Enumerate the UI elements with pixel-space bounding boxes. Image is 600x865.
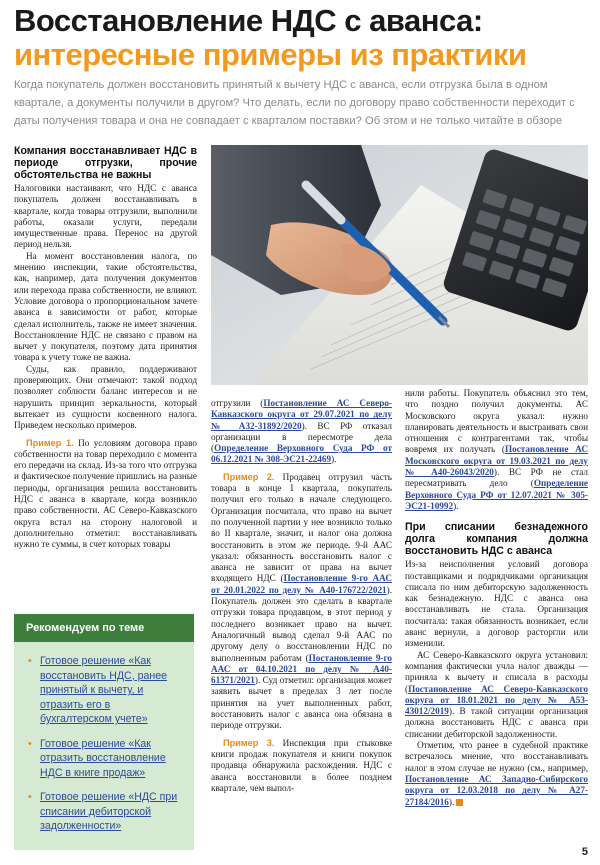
paragraph: отгрузили (Постановление АС Северо-Кавказского округа от 29.07.2021 по делу № А32-31892/2020). ВС РФ отказал организации в пересмотре дела (Определение Верховного Суда РФ от 06.12.2021 № 308-ЭС21-22469). <box>211 398 392 465</box>
paragraph: На момент восстановления налога, по мнению инспекции, такие обстоятельства, как, например, дата получения документов или перехода права собственности, не влияют. Условие договора о пропорциональном зачете аванса в зависимости от работ, которые сделал исполнитель, также не имеет значения. Восстановление НДС не связано с правом на вычет у покупателя, поэтому дата принятия товара к учету тоже не важна. <box>14 250 197 363</box>
photo-calculator-pen <box>211 145 588 385</box>
section-heading-2: При списании безнадежного долга компания должна восстановить НДС с аванса <box>405 521 588 558</box>
court-link[interactable]: Постановление АС Московского округа от 19.03.2021 по делу № А40-26043/2020 <box>405 444 588 478</box>
court-link[interactable]: Постановление 9-го ААС от 04.10.2021 по делу № А40-61371/2021 <box>211 652 393 686</box>
court-link[interactable]: Постановление АС Северо-Кавказского округа от 18.01.2021 по делу № А53-43012/2019 <box>405 683 588 717</box>
paragraph: нили работы. Покупатель объяснил это тем, что поздно получил документы. АС Московского округа указал: нужно планировать деятельность и выстраивать свои отношения с контрагентами так, чтобы вовремя их получать (Постановление АС Московского округа от 19.03.2021 по делу № А40-26043/2020). ВС РФ не стал пересматривать дело (Определение Верховного Суда РФ от 12.07.2021 № 305-ЭС21-10992). <box>405 388 588 511</box>
article-title: Восстановление НДС с аванса: <box>14 3 483 38</box>
column-1 <box>14 145 197 551</box>
column-3 <box>405 388 588 808</box>
end-of-article-icon <box>456 799 463 806</box>
paragraph: Налоговики настаивают, что НДС с аванса покупатель должен восстанавливать в квартале, когда товары отгрузили, выполнили работы, оказали услуги, передали имущественные права. Перенос на другой период нельзя. <box>14 183 197 250</box>
recommend-link[interactable]: • Готовое решение «Как отразить восстановление НДС в книге продаж» <box>28 737 184 781</box>
example-label: Пример 3. <box>223 737 275 748</box>
example-1: Пример 1. По условиям договора право собственности на товар переходило с момента его передачи на склад. Из-за того что отгрузка и фактическое получение пришлись на разные периоды, организация решила восстановить НДС с аванса в квартале, когда возникло право собственности. АС Северо-Кавказского округа встал на сторону налоговой и дополнительно отметил: восстанавливать нужно те суммы, в счет которых товары <box>14 437 197 550</box>
example-2: Пример 2. Продавец отгрузил часть товара в конце I квартала, покупатель получил его только в начале следующего. Организация посчитала, что право на вычет по полученной партии у нее возникло только во II квартале, значит, и налог она должна восстановить в этом же периоде. 9-й ААС указал: обязанность восстановить налог с аванса не зависит от права на вычет входящего НДС (Постановление 9-го ААС от 20.01.2022 по делу № А40-176722/2021). Покупатель должен это сделать в квартале отгрузки товара продавцом, в этот период у последнего возникает право на вычет. Аналогичный вывод сделал 9-й ААС по другому делу о восстановлении НДС по выполненным работам (Постановление 9-го ААС от 04.10.2021 по делу № А40-61371/2021). Суд отметил: организация может заявить вычет в пределах 3 лет после принятия на учет выполненных работ, восстановить налог с аванса она обязана в периоде отгрузки. <box>211 471 393 731</box>
paragraph: Отметим, что ранее в судебной практике встречалось мнение, что восстанавливать налог в этом случае не нужно (см., например, Постановление АС Западно-Сибирского округа от 12.03.2018 по делу № А27-27184/2016). <box>405 740 588 807</box>
article-photo <box>211 145 588 385</box>
court-link[interactable]: Постановление 9-го ААС от 20.01.2022 по делу № А40-176722/2021 <box>211 573 392 595</box>
example-3: Пример 3. Инспекция при стыковке книги продаж покупателя и книги покупок продавца обнаружила расхождения. НДС с аванса восстановили в более позднем квартале, чем выпол- <box>211 737 392 793</box>
court-link[interactable]: Постановление АС Северо-Кавказского округа от 29.07.2021 по делу № А32-31892/2020 <box>211 398 392 431</box>
example-label: Пример 1. <box>26 437 74 448</box>
recommend-link[interactable]: • Готовое решение «Как восстановить НДС, ранее принятый к вычету, и отразить его в бухгалтерском учете» <box>28 654 184 727</box>
section-heading-1: Компания восстанавливает НДС в периоде отгрузки, прочие обстоятельства не важны <box>14 145 197 181</box>
page-number: 5 <box>581 846 588 858</box>
court-link[interactable]: Определение Верховного Суда РФ от 06.12.2021 № 308-ЭС21-22469 <box>211 443 392 465</box>
column-2 <box>211 398 392 794</box>
article-subtitle: интересные примеры из практики <box>14 37 527 72</box>
recommend-list <box>14 642 194 834</box>
recommend-box <box>14 614 194 850</box>
paragraph: АС Северо-Кавказского округа установил: компания фактически учла налог дважды — приняла к вычету и списала в расходы (Постановление АС Северо-Кавказского округа от 18.01.2021 по делу № А53-43012/2019). В такой ситуации организация должна восстановить НДС с аванса при списании дебиторской задолженности. <box>405 649 588 739</box>
recommend-title: Рекомендуем по теме <box>14 614 194 642</box>
court-link[interactable]: Определение Верховного Суда РФ от 12.07.2021 № 305-ЭС21-10992 <box>405 478 588 511</box>
recommend-link[interactable]: • Готовое решение «НДС при списании дебиторской задолженности» <box>28 790 184 834</box>
article-lead: Когда покупатель должен восстановить принятый к вычету НДС с аванса, если отгрузка была в одном квартале, а документы получили в другом? Что делать, если по договору право собственности переходит с даты получения товара и она не совпадает с кварталом поставки? Об этом и не только читайте в обзоре <box>14 79 575 127</box>
example-label: Пример 2. <box>223 471 275 482</box>
paragraph: Суды, как правило, поддерживают проверяющих. Они отмечают: такой подход позволяет соблюсти баланс интересов и не нарушить принцип зеркальности, который вытекает из сущности косвенного налога. Приведем несколько примеров. <box>14 363 197 431</box>
court-link[interactable]: Постановление АС Западно-Сибирского округа от 12.03.2018 по делу № А27-27184/2016 <box>405 773 588 807</box>
paragraph: Из-за неисполнения условий договора поставщиками и подрядчиками организация списала по ним дебиторскую задолженность как безнадежную. НДС с аванса она восстанавливать не стала. Организация посчитала: такая обязанность возникает, если аванс вернули, а договор расторгли или изменили. <box>405 559 588 649</box>
